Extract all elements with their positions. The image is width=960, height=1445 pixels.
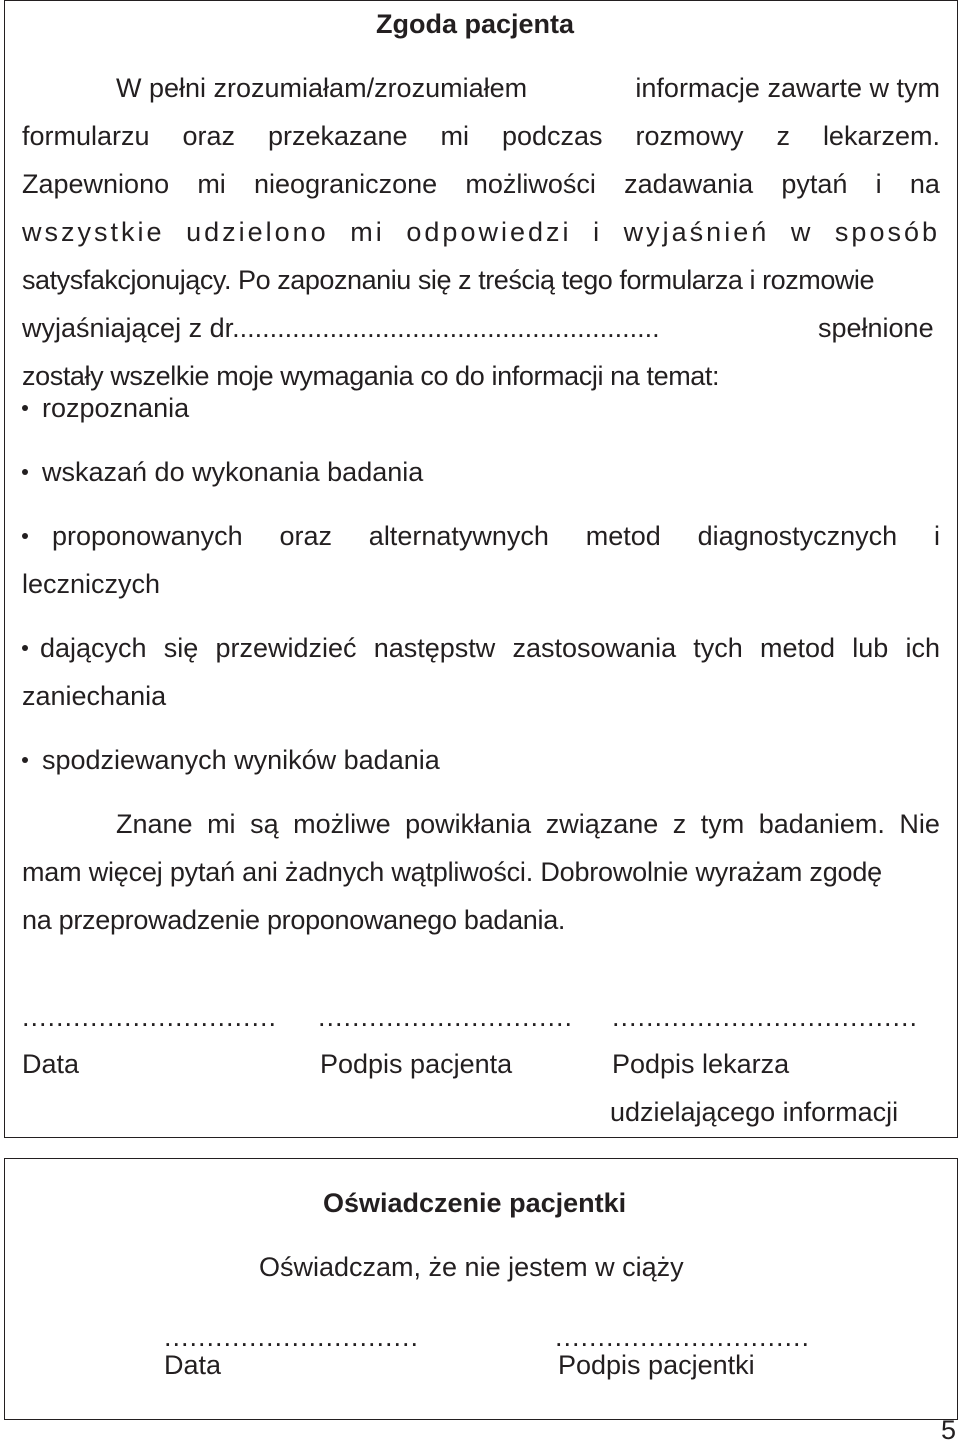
bullet-item: wskazań do wykonania badania bbox=[22, 457, 423, 487]
consent-line1-left: W pełni zrozumiałam/zrozumiałem bbox=[116, 73, 528, 103]
signature-doctor-line[interactable]: .................................... bbox=[612, 1002, 919, 1032]
consent-paragraph2-line-2: mam więcej pytań ani żadnych wątpliwości. Dobrowolnie wyrażam zgodę bbox=[22, 857, 882, 887]
signature-date-line[interactable]: .............................. bbox=[22, 1002, 278, 1032]
statement-text: Oświadczam, że nie jestem w ciąży bbox=[259, 1252, 684, 1282]
consent-paragraph-line-6-end: spełnione bbox=[818, 313, 934, 343]
bullet-item-continuation: zaniechania bbox=[22, 681, 167, 711]
bullet-item: proponowanych oraz alternatywnych metod diagnostycznych i bbox=[22, 521, 940, 551]
statement-signature-line[interactable]: .............................. bbox=[555, 1322, 811, 1352]
bullet-dot-icon bbox=[22, 469, 28, 475]
statement-title: Oświadczenie pacjentki bbox=[323, 1188, 627, 1218]
consent-title: Zgoda pacjenta bbox=[376, 9, 575, 39]
consent-paragraph2-line-3: na przeprowadzenie proponowanego badania. bbox=[22, 905, 566, 935]
bullet-item: rozpoznania bbox=[22, 393, 189, 423]
signature-doctor-label-line-2: udzielającego informacji bbox=[610, 1097, 899, 1127]
signature-date-label: Data bbox=[22, 1049, 80, 1079]
page-number: 5 bbox=[940, 1415, 956, 1445]
consent-paragraph-line-2: formularzu oraz przekazane mi podczas rozmowy z lekarzem. bbox=[22, 121, 940, 151]
consent-paragraph-line-3: Zapewniono mi nieograniczone możliwości zadawania pytań i na bbox=[22, 169, 940, 199]
consent-paragraph2-line-1: Znane mi są możliwe powikłania związane z tym badaniem. Nie bbox=[116, 809, 940, 839]
statement-date-label: Data bbox=[164, 1350, 222, 1380]
bullet-item: dających się przewidzieć następstw zastosowania tych metod lub ich bbox=[22, 633, 940, 663]
statement-signature-label: Podpis pacjentki bbox=[558, 1350, 755, 1380]
bullet-item-continuation: leczniczych bbox=[22, 569, 161, 599]
signature-patient-line[interactable]: .............................. bbox=[318, 1002, 574, 1032]
consent-paragraph-line-1 bbox=[116, 73, 940, 103]
bullet-dot-icon bbox=[22, 533, 28, 539]
consent-doctor-name-field[interactable]: wyjaśniającej z dr......................................................... bbox=[22, 313, 660, 343]
consent-paragraph-line-5: satysfakcjonujący. Po zapoznaniu się z treścią tego formularza i rozmowie bbox=[22, 265, 875, 295]
signature-patient-label: Podpis pacjenta bbox=[320, 1049, 513, 1079]
consent-line1-right: informacje zawarte w tym bbox=[635, 73, 940, 103]
bullet-dot-icon bbox=[22, 405, 28, 411]
signature-doctor-label: Podpis lekarza bbox=[612, 1049, 790, 1079]
consent-paragraph-line-7: zostały wszelkie moje wymagania co do informacji na temat: bbox=[22, 361, 720, 391]
statement-date-line[interactable]: .............................. bbox=[164, 1322, 420, 1352]
consent-paragraph-line-4: wszystkie udzielono mi odpowiedzi i wyjaśnień w sposób bbox=[22, 217, 940, 247]
bullet-dot-icon bbox=[22, 645, 28, 651]
bullet-dot-icon bbox=[22, 757, 28, 763]
bullet-item: spodziewanych wyników badania bbox=[22, 745, 440, 775]
